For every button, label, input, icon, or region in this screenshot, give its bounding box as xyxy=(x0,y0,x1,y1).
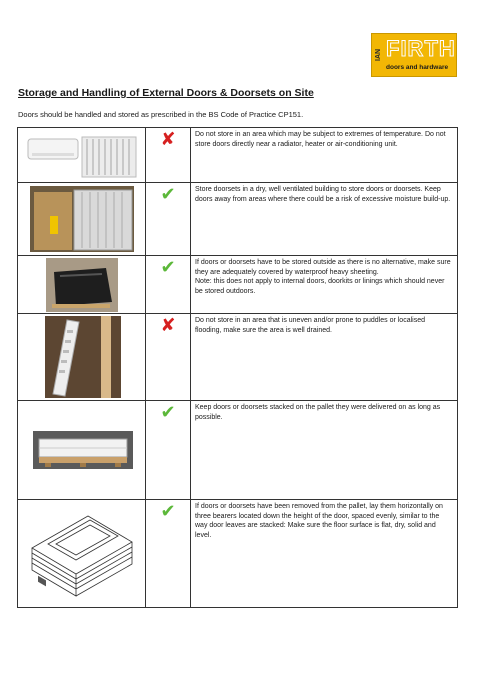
table-row xyxy=(18,128,458,183)
guidance-text: Do not store in an area that is uneven and/or prone to puddles or localised flooding, make sure the area is well drained. xyxy=(191,314,458,401)
shipping-container-storage-image xyxy=(18,183,146,256)
table-row xyxy=(18,500,458,608)
tick-icon: ✔ xyxy=(160,501,176,521)
document-title: Storage and Handling of External Doors & Doorsets on Site xyxy=(18,87,314,99)
status-mark xyxy=(146,314,191,401)
tick-icon: ✔ xyxy=(160,402,176,422)
table-row xyxy=(18,401,458,500)
table-row xyxy=(18,183,458,256)
door-on-uneven-ground-image xyxy=(18,314,146,401)
status-mark xyxy=(146,128,191,183)
company-logo xyxy=(371,33,457,77)
tick-icon: ✔ xyxy=(160,257,176,277)
cross-icon: ✘ xyxy=(160,315,176,335)
guidance-text: Keep doors or doorsets stacked on the pallet they were delivered on as long as possible. xyxy=(191,401,458,500)
guidance-note: Note: this does not apply to internal doors, doorkits or linings which should never be stored outdoors. xyxy=(195,278,445,295)
logo-ian: IAN xyxy=(375,48,382,62)
status-mark xyxy=(146,500,191,608)
tick-icon: ✔ xyxy=(160,184,176,204)
cross-icon: ✘ xyxy=(160,129,176,149)
storage-guidance-table xyxy=(17,127,458,608)
intro-text: Doors should be handled and stored as prescribed in the BS Code of Practice CP151. xyxy=(18,110,304,119)
guidance-text: Do not store in an area which may be subject to extremes of temperature. Do not store doors directly near a radiator, heater or air-conditioning unit. xyxy=(191,128,458,183)
guidance-text: If doors or doorsets have to be stored outside as there is no alternative, make sure they are adequately covered by waterproof heavy sheeting. xyxy=(195,259,451,276)
status-mark xyxy=(146,401,191,500)
doors-on-bearers-drawing-image xyxy=(18,500,146,608)
doorsets-under-sheeting-image xyxy=(18,256,146,314)
guidance-text: If doors or doorsets have been removed from the pallet, lay them horizontally on three bearers located down the height of the door, spaced evenly, similar to the way door leaves are stacked: Make sure the floor surface is flat, dry, solid and level. xyxy=(191,500,458,608)
guidance-cell xyxy=(191,256,458,314)
air-conditioner-and-radiator-image xyxy=(18,128,146,183)
logo-name: FIRTH xyxy=(386,36,456,61)
status-mark xyxy=(146,183,191,256)
status-mark xyxy=(146,256,191,314)
table-row xyxy=(18,314,458,401)
table-row xyxy=(18,256,458,314)
doors-on-pallet-image xyxy=(18,401,146,500)
logo-tagline: doors and hardware xyxy=(386,64,449,71)
guidance-text: Store doorsets in a dry, well ventilated building to store doors or doorsets. Keep doors away from areas where there could be a risk of excessive moisture build-up. xyxy=(191,183,458,256)
